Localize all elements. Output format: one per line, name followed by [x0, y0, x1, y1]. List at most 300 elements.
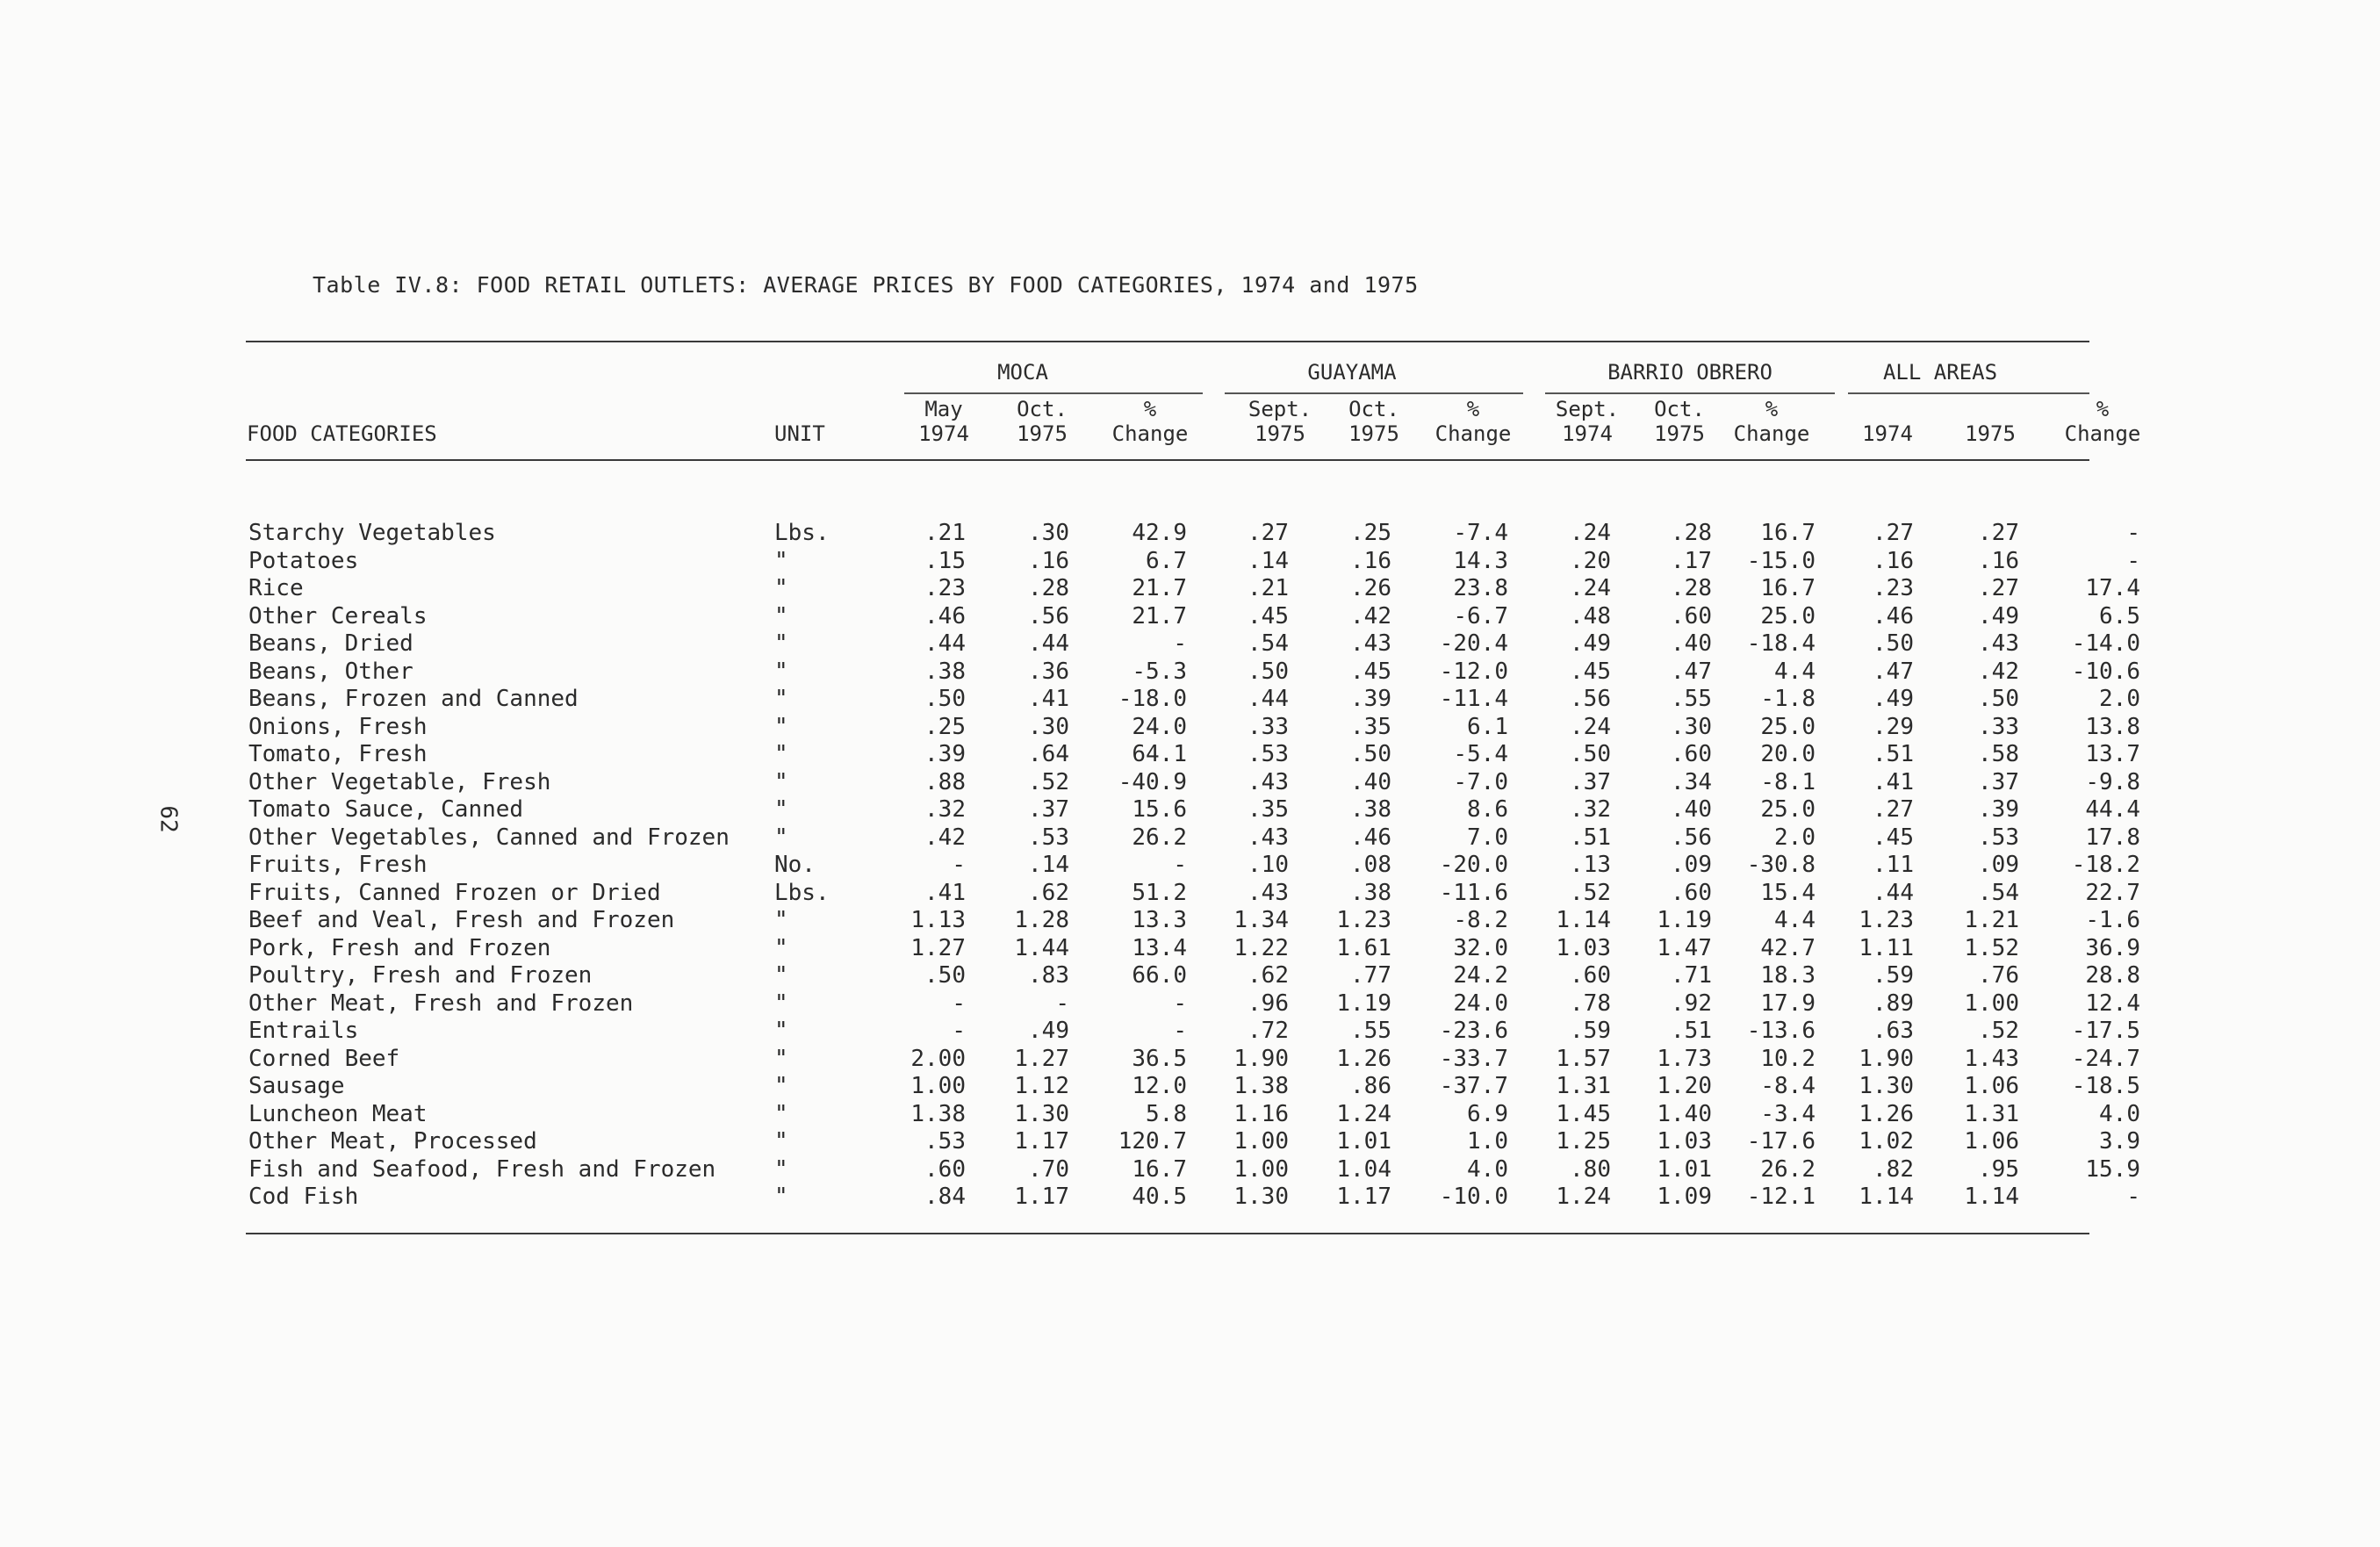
all-1974-cell: .44	[1873, 879, 1914, 906]
guayama-sept-1975-cell: 1.30	[1233, 1184, 1289, 1210]
table-row	[0, 1128, 2380, 1155]
barrio-pct-change-cell: 10.2	[1760, 1045, 1816, 1072]
barrio-underline	[1545, 392, 1835, 394]
col-header-guay-1-top: Sept.	[1248, 397, 1312, 421]
guayama-sept-1975-cell: 1.38	[1233, 1073, 1289, 1099]
moca-may-1974-cell: .42	[924, 824, 966, 851]
moca-may-1974-cell: .50	[924, 962, 966, 989]
all-1974-cell: 1.26	[1859, 1100, 1914, 1127]
all-pct-change-cell: -18.5	[2071, 1073, 2140, 1099]
food-category-cell: Onions, Fresh	[248, 713, 428, 740]
moca-may-1974-cell: .44	[924, 630, 966, 657]
all-pct-change-cell: 36.9	[2085, 934, 2140, 961]
table-row	[0, 990, 2380, 1018]
table-row	[0, 741, 2380, 768]
food-category-cell: Cod Fish	[248, 1184, 359, 1210]
unit-cell: "	[774, 1018, 788, 1044]
col-header-food: FOOD CATEGORIES	[247, 421, 437, 446]
all-1974-cell: .89	[1873, 989, 1914, 1017]
all-1975-cell: 1.21	[1964, 907, 2019, 933]
moca-pct-change-cell: 21.7	[1132, 575, 1187, 601]
all-areas-underline	[1848, 392, 2089, 394]
barrio-pct-change-cell: -8.1	[1760, 768, 1816, 795]
barrio-oct-1975-cell: 1.19	[1657, 907, 1712, 933]
unit-cell: "	[774, 989, 788, 1017]
guayama-sept-1975-cell: .14	[1248, 547, 1289, 574]
guayama-pct-change-cell: -6.7	[1453, 602, 1508, 630]
moca-pct-change-cell: -5.3	[1132, 658, 1187, 685]
all-pct-change-cell: -9.8	[2085, 768, 2140, 795]
moca-oct-1975-cell: -	[1055, 989, 1069, 1017]
barrio-oct-1975-cell: .09	[1671, 852, 1712, 878]
barrio-sept-1974-cell: .37	[1570, 768, 1611, 795]
moca-may-1974-cell: 1.27	[910, 934, 966, 961]
barrio-sept-1974-cell: 1.31	[1556, 1073, 1611, 1099]
barrio-sept-1974-cell: .50	[1570, 741, 1611, 767]
guayama-pct-change-cell: 32.0	[1453, 934, 1508, 961]
unit-cell: "	[774, 630, 788, 657]
barrio-pct-change-cell: -3.4	[1760, 1100, 1816, 1127]
table-row	[0, 686, 2380, 713]
guayama-sept-1975-cell: .50	[1248, 658, 1289, 685]
moca-may-1974-cell: .60	[924, 1155, 966, 1183]
all-1975-cell: 1.31	[1964, 1100, 2019, 1127]
moca-pct-change-cell: 21.7	[1132, 602, 1187, 630]
guayama-pct-change-cell: 8.6	[1467, 796, 1508, 823]
all-1975-cell: .49	[1978, 602, 2019, 630]
barrio-oct-1975-cell: .30	[1671, 713, 1712, 740]
food-category-cell: Tomato Sauce, Canned	[248, 796, 524, 823]
moca-may-1974-cell: .21	[924, 520, 966, 546]
barrio-pct-change-cell: 25.0	[1760, 796, 1816, 823]
barrio-sept-1974-cell: 1.25	[1556, 1128, 1611, 1155]
barrio-oct-1975-cell: .17	[1671, 547, 1712, 574]
table-row	[0, 880, 2380, 907]
moca-may-1974-cell: 1.38	[910, 1100, 966, 1127]
unit-cell: "	[774, 768, 788, 795]
moca-pct-change-cell: 64.1	[1132, 741, 1187, 767]
all-1974-cell: 1.14	[1859, 1184, 1914, 1210]
table-row	[0, 1184, 2380, 1211]
col-header-all-3-top: %	[2096, 397, 2110, 421]
guayama-sept-1975-cell: 1.34	[1233, 907, 1289, 933]
food-category-cell: Fruits, Fresh	[248, 852, 428, 878]
col-header-guay-3-bottom: Change	[1434, 421, 1512, 446]
moca-may-1974-cell: 2.00	[910, 1045, 966, 1072]
all-1975-cell: .27	[1978, 575, 2019, 601]
guayama-oct-1975-cell: .45	[1350, 658, 1391, 685]
barrio-sept-1974-cell: 1.45	[1556, 1100, 1611, 1127]
barrio-oct-1975-cell: .60	[1671, 879, 1712, 906]
unit-cell: "	[774, 547, 788, 574]
guayama-sept-1975-cell: 1.90	[1233, 1045, 1289, 1072]
barrio-sept-1974-cell: .45	[1570, 658, 1611, 685]
all-1975-cell: .43	[1978, 630, 2019, 657]
moca-pct-change-cell: 24.0	[1132, 713, 1187, 740]
moca-pct-change-cell: 120.7	[1118, 1128, 1187, 1155]
table-row	[0, 630, 2380, 658]
moca-pct-change-cell: -	[1173, 989, 1187, 1017]
moca-oct-1975-cell: .28	[1028, 575, 1069, 601]
group-header-moca: MOCA	[997, 360, 1048, 385]
all-1975-cell: .52	[1978, 1018, 2019, 1044]
barrio-oct-1975-cell: 1.47	[1657, 934, 1712, 961]
barrio-oct-1975-cell: .28	[1671, 575, 1712, 601]
all-pct-change-cell: 17.4	[2085, 575, 2140, 601]
guayama-oct-1975-cell: .38	[1350, 796, 1391, 823]
all-1974-cell: .23	[1873, 575, 1914, 601]
moca-pct-change-cell: 51.2	[1132, 879, 1187, 906]
guayama-oct-1975-cell: 1.17	[1336, 1184, 1391, 1210]
moca-oct-1975-cell: 1.28	[1014, 907, 1069, 933]
barrio-pct-change-cell: -12.1	[1746, 1184, 1816, 1210]
group-header-guayama: GUAYAMA	[1307, 360, 1397, 385]
moca-pct-change-cell: -40.9	[1118, 768, 1187, 795]
barrio-pct-change-cell: 25.0	[1760, 713, 1816, 740]
guayama-oct-1975-cell: .46	[1350, 824, 1391, 851]
table-title: Table IV.8: FOOD RETAIL OUTLETS: AVERAGE PRICES BY FOOD CATEGORIES, 1974 and 1975	[313, 272, 1419, 298]
moca-pct-change-cell: 16.7	[1132, 1155, 1187, 1183]
unit-cell: "	[774, 686, 788, 712]
moca-may-1974-cell: .53	[924, 1128, 966, 1155]
all-pct-change-cell: 17.8	[2085, 824, 2140, 851]
barrio-pct-change-cell: -17.6	[1746, 1128, 1816, 1155]
all-1974-cell: 1.11	[1859, 934, 1914, 961]
unit-cell: "	[774, 824, 788, 851]
barrio-sept-1974-cell: .13	[1570, 852, 1611, 878]
all-1974-cell: .29	[1873, 713, 1914, 740]
food-category-cell: Tomato, Fresh	[248, 741, 428, 767]
col-header-moca-3-top: %	[1143, 397, 1157, 421]
guayama-pct-change-cell: -7.0	[1453, 768, 1508, 795]
all-1974-cell: 1.23	[1859, 907, 1914, 933]
col-header-unit: UNIT	[774, 421, 825, 446]
col-header-moca-2-bottom: 1975	[1017, 421, 1068, 446]
barrio-oct-1975-cell: .55	[1671, 686, 1712, 712]
barrio-pct-change-cell: -15.0	[1746, 547, 1816, 574]
col-header-moca-1-bottom: 1974	[918, 421, 969, 446]
moca-oct-1975-cell: .52	[1028, 768, 1069, 795]
barrio-pct-change-cell: -30.8	[1746, 852, 1816, 878]
barrio-sept-1974-cell: .60	[1570, 962, 1611, 989]
moca-underline	[904, 392, 1203, 394]
moca-pct-change-cell: 13.4	[1132, 934, 1187, 961]
guayama-sept-1975-cell: .43	[1248, 824, 1289, 851]
all-pct-change-cell: -	[2126, 547, 2140, 574]
all-1975-cell: .58	[1978, 741, 2019, 767]
unit-cell: "	[774, 1045, 788, 1072]
all-pct-change-cell: 22.7	[2085, 879, 2140, 906]
moca-oct-1975-cell: 1.17	[1014, 1184, 1069, 1210]
all-1974-cell: .47	[1873, 658, 1914, 685]
guayama-pct-change-cell: -7.4	[1453, 520, 1508, 546]
guayama-sept-1975-cell: .10	[1248, 852, 1289, 878]
food-category-cell: Beans, Frozen and Canned	[248, 686, 579, 712]
unit-cell: "	[774, 796, 788, 823]
barrio-sept-1974-cell: .59	[1570, 1018, 1611, 1044]
guayama-sept-1975-cell: .62	[1248, 962, 1289, 989]
barrio-pct-change-cell: -1.8	[1760, 686, 1816, 712]
all-1974-cell: .27	[1873, 520, 1914, 546]
barrio-sept-1974-cell: .24	[1570, 520, 1611, 546]
guayama-sept-1975-cell: .45	[1248, 602, 1289, 630]
moca-oct-1975-cell: 1.12	[1014, 1073, 1069, 1099]
all-pct-change-cell: 2.0	[2099, 686, 2140, 712]
guayama-oct-1975-cell: .38	[1350, 879, 1391, 906]
food-category-cell: Other Vegetable, Fresh	[248, 768, 551, 795]
guayama-oct-1975-cell: .26	[1350, 575, 1391, 601]
barrio-sept-1974-cell: .80	[1570, 1155, 1611, 1183]
guayama-sept-1975-cell: .72	[1248, 1018, 1289, 1044]
all-1975-cell: 1.14	[1964, 1184, 2019, 1210]
all-1974-cell: .49	[1873, 686, 1914, 712]
moca-pct-change-cell: 36.5	[1132, 1045, 1187, 1072]
moca-pct-change-cell: 26.2	[1132, 824, 1187, 851]
guayama-oct-1975-cell: 1.04	[1336, 1155, 1391, 1183]
food-category-cell: Fish and Seafood, Fresh and Frozen	[248, 1155, 716, 1183]
barrio-pct-change-cell: 4.4	[1774, 907, 1816, 933]
guayama-sept-1975-cell: .44	[1248, 686, 1289, 712]
guayama-oct-1975-cell: .35	[1350, 713, 1391, 740]
moca-may-1974-cell: .46	[924, 602, 966, 630]
guayama-oct-1975-cell: .40	[1350, 768, 1391, 795]
barrio-sept-1974-cell: 1.57	[1556, 1045, 1611, 1072]
all-1974-cell: .63	[1873, 1018, 1914, 1044]
guayama-sept-1975-cell: .27	[1248, 520, 1289, 546]
barrio-sept-1974-cell: .24	[1570, 575, 1611, 601]
all-1974-cell: .51	[1873, 741, 1914, 767]
table-row	[0, 1046, 2380, 1073]
moca-pct-change-cell: 5.8	[1146, 1100, 1187, 1127]
moca-may-1974-cell: .38	[924, 658, 966, 685]
barrio-sept-1974-cell: .24	[1570, 713, 1611, 740]
barrio-oct-1975-cell: .40	[1671, 630, 1712, 657]
barrio-pct-change-cell: -8.4	[1760, 1073, 1816, 1099]
guayama-oct-1975-cell: 1.01	[1336, 1128, 1391, 1155]
barrio-pct-change-cell: 20.0	[1760, 741, 1816, 767]
barrio-pct-change-cell: 18.3	[1760, 962, 1816, 989]
barrio-pct-change-cell: 4.4	[1774, 658, 1816, 685]
barrio-pct-change-cell: 2.0	[1774, 824, 1816, 851]
table-row	[0, 852, 2380, 879]
table-row	[0, 907, 2380, 934]
table-row	[0, 520, 2380, 547]
guayama-pct-change-cell: 4.0	[1467, 1155, 1508, 1183]
food-category-cell: Corned Beef	[248, 1045, 400, 1072]
moca-may-1974-cell: .88	[924, 768, 966, 795]
guayama-pct-change-cell: -37.7	[1439, 1073, 1508, 1099]
moca-pct-change-cell: 42.9	[1132, 520, 1187, 546]
moca-oct-1975-cell: 1.27	[1014, 1045, 1069, 1072]
moca-may-1974-cell: .25	[924, 713, 966, 740]
col-header-barrio-1-bottom: 1974	[1562, 421, 1613, 446]
guayama-pct-change-cell: -33.7	[1439, 1045, 1508, 1072]
food-category-cell: Pork, Fresh and Frozen	[248, 934, 551, 961]
guayama-oct-1975-cell: .43	[1350, 630, 1391, 657]
guayama-pct-change-cell: 7.0	[1467, 824, 1508, 851]
barrio-oct-1975-cell: .71	[1671, 962, 1712, 989]
unit-cell: "	[774, 575, 788, 601]
food-category-cell: Fruits, Canned Frozen or Dried	[248, 879, 661, 906]
barrio-pct-change-cell: 16.7	[1760, 575, 1816, 601]
col-header-barrio-1-top: Sept.	[1555, 397, 1620, 421]
guayama-pct-change-cell: -11.6	[1439, 879, 1508, 906]
all-pct-change-cell: 15.9	[2085, 1155, 2140, 1183]
guayama-sept-1975-cell: 1.16	[1233, 1100, 1289, 1127]
guayama-oct-1975-cell: .16	[1350, 547, 1391, 574]
group-header-barrio-obrero: BARRIO OBRERO	[1607, 360, 1772, 385]
moca-pct-change-cell: 40.5	[1132, 1184, 1187, 1210]
barrio-sept-1974-cell: .49	[1570, 630, 1611, 657]
col-header-barrio-2-top: Oct.	[1654, 397, 1705, 421]
all-1974-cell: .41	[1873, 768, 1914, 795]
all-1974-cell: .46	[1873, 602, 1914, 630]
barrio-sept-1974-cell: 1.14	[1556, 907, 1611, 933]
moca-may-1974-cell: -	[952, 1018, 966, 1044]
moca-pct-change-cell: -	[1173, 852, 1187, 878]
guayama-oct-1975-cell: .77	[1350, 962, 1391, 989]
unit-cell: "	[774, 713, 788, 740]
table-header-rule	[246, 459, 2089, 461]
unit-cell: "	[774, 741, 788, 767]
unit-cell: "	[774, 962, 788, 989]
barrio-oct-1975-cell: 1.01	[1657, 1155, 1712, 1183]
all-pct-change-cell: -18.2	[2071, 852, 2140, 878]
barrio-oct-1975-cell: .34	[1671, 768, 1712, 795]
table-bottom-rule	[246, 1233, 2089, 1234]
guayama-sept-1975-cell: .33	[1248, 713, 1289, 740]
moca-oct-1975-cell: 1.30	[1014, 1100, 1069, 1127]
guayama-pct-change-cell: -11.4	[1439, 686, 1508, 712]
table-row	[0, 1101, 2380, 1128]
all-1975-cell: .39	[1978, 796, 2019, 823]
col-header-guay-2-top: Oct.	[1348, 397, 1399, 421]
moca-pct-change-cell: 12.0	[1132, 1073, 1187, 1099]
all-1975-cell: .53	[1978, 824, 2019, 851]
guayama-sept-1975-cell: 1.22	[1233, 934, 1289, 961]
moca-may-1974-cell: .23	[924, 575, 966, 601]
guayama-pct-change-cell: -20.0	[1439, 852, 1508, 878]
all-1975-cell: .76	[1978, 962, 2019, 989]
table-row	[0, 769, 2380, 796]
moca-may-1974-cell: .39	[924, 741, 966, 767]
group-header-all-areas: ALL AREAS	[1882, 360, 1998, 385]
all-1974-cell: .16	[1873, 547, 1914, 574]
all-1974-cell: 1.02	[1859, 1128, 1914, 1155]
moca-oct-1975-cell: .41	[1028, 686, 1069, 712]
guayama-pct-change-cell: -20.4	[1439, 630, 1508, 657]
all-pct-change-cell: -24.7	[2071, 1045, 2140, 1072]
guayama-sept-1975-cell: .43	[1248, 768, 1289, 795]
food-category-cell: Potatoes	[248, 547, 359, 574]
unit-cell: "	[774, 1100, 788, 1127]
barrio-oct-1975-cell: 1.40	[1657, 1100, 1712, 1127]
col-header-all-3-bottom: Change	[2064, 421, 2141, 446]
col-header-moca-1-top: May	[924, 397, 963, 421]
food-category-cell: Entrails	[248, 1018, 359, 1044]
food-category-cell: Beans, Other	[248, 658, 413, 685]
guayama-pct-change-cell: 6.9	[1467, 1100, 1508, 1127]
moca-oct-1975-cell: .14	[1028, 852, 1069, 878]
moca-pct-change-cell: -	[1173, 1018, 1187, 1044]
table-row	[0, 935, 2380, 962]
all-1975-cell: .50	[1978, 686, 2019, 712]
moca-pct-change-cell: 66.0	[1132, 962, 1187, 989]
all-pct-change-cell: 13.7	[2085, 741, 2140, 767]
guayama-pct-change-cell: 23.8	[1453, 575, 1508, 601]
all-pct-change-cell: -10.6	[2071, 658, 2140, 685]
food-category-cell: Other Meat, Fresh and Frozen	[248, 989, 634, 1017]
barrio-pct-change-cell: 15.4	[1760, 879, 1816, 906]
food-category-cell: Rice	[248, 575, 304, 601]
all-pct-change-cell: 4.0	[2099, 1100, 2140, 1127]
all-pct-change-cell: -	[2126, 520, 2140, 546]
table-row	[0, 962, 2380, 989]
barrio-sept-1974-cell: .20	[1570, 547, 1611, 574]
all-pct-change-cell: 44.4	[2085, 796, 2140, 823]
barrio-oct-1975-cell: .40	[1671, 796, 1712, 823]
food-category-cell: Starchy Vegetables	[248, 520, 496, 546]
all-1974-cell: .59	[1873, 962, 1914, 989]
guayama-pct-change-cell: -5.4	[1453, 741, 1508, 767]
guayama-pct-change-cell: -12.0	[1439, 658, 1508, 685]
all-pct-change-cell: 28.8	[2085, 962, 2140, 989]
moca-may-1974-cell: .50	[924, 686, 966, 712]
col-header-barrio-3-top: %	[1765, 397, 1779, 421]
unit-cell: "	[774, 658, 788, 685]
table-row	[0, 1073, 2380, 1100]
table-row	[0, 603, 2380, 630]
all-1975-cell: .27	[1978, 520, 2019, 546]
guayama-sept-1975-cell: .43	[1248, 879, 1289, 906]
unit-cell: Lbs.	[774, 879, 830, 906]
all-pct-change-cell: -1.6	[2085, 907, 2140, 933]
col-header-guay-2-bottom: 1975	[1348, 421, 1399, 446]
barrio-pct-change-cell: 25.0	[1760, 602, 1816, 630]
food-category-cell: Beef and Veal, Fresh and Frozen	[248, 907, 675, 933]
moca-may-1974-cell: .32	[924, 796, 966, 823]
guayama-oct-1975-cell: .25	[1350, 520, 1391, 546]
barrio-sept-1974-cell: 1.24	[1556, 1184, 1611, 1210]
moca-oct-1975-cell: .36	[1028, 658, 1069, 685]
barrio-oct-1975-cell: .47	[1671, 658, 1712, 685]
table-top-rule	[246, 341, 2089, 342]
unit-cell: "	[774, 1184, 788, 1210]
barrio-oct-1975-cell: .56	[1671, 824, 1712, 851]
all-1975-cell: .16	[1978, 547, 2019, 574]
table-row	[0, 1156, 2380, 1184]
moca-pct-change-cell: 15.6	[1132, 796, 1187, 823]
col-header-guay-1-bottom: 1975	[1255, 421, 1305, 446]
barrio-pct-change-cell: -18.4	[1746, 630, 1816, 657]
col-header-all-1: 1974	[1862, 421, 1913, 446]
food-category-cell: Poultry, Fresh and Frozen	[248, 962, 593, 989]
all-pct-change-cell: -	[2126, 1184, 2140, 1210]
unit-cell: "	[774, 1073, 788, 1099]
barrio-sept-1974-cell: .52	[1570, 879, 1611, 906]
guayama-underline	[1225, 392, 1523, 394]
food-category-cell: Luncheon Meat	[248, 1100, 428, 1127]
page-number: 62	[155, 805, 182, 833]
guayama-sept-1975-cell: .53	[1248, 741, 1289, 767]
moca-oct-1975-cell: .30	[1028, 520, 1069, 546]
col-header-barrio-2-bottom: 1975	[1654, 421, 1705, 446]
col-header-all-2: 1975	[1965, 421, 2016, 446]
all-1974-cell: 1.90	[1859, 1045, 1914, 1072]
all-1974-cell: .50	[1873, 630, 1914, 657]
unit-cell: "	[774, 602, 788, 630]
moca-may-1974-cell: .84	[924, 1184, 966, 1210]
